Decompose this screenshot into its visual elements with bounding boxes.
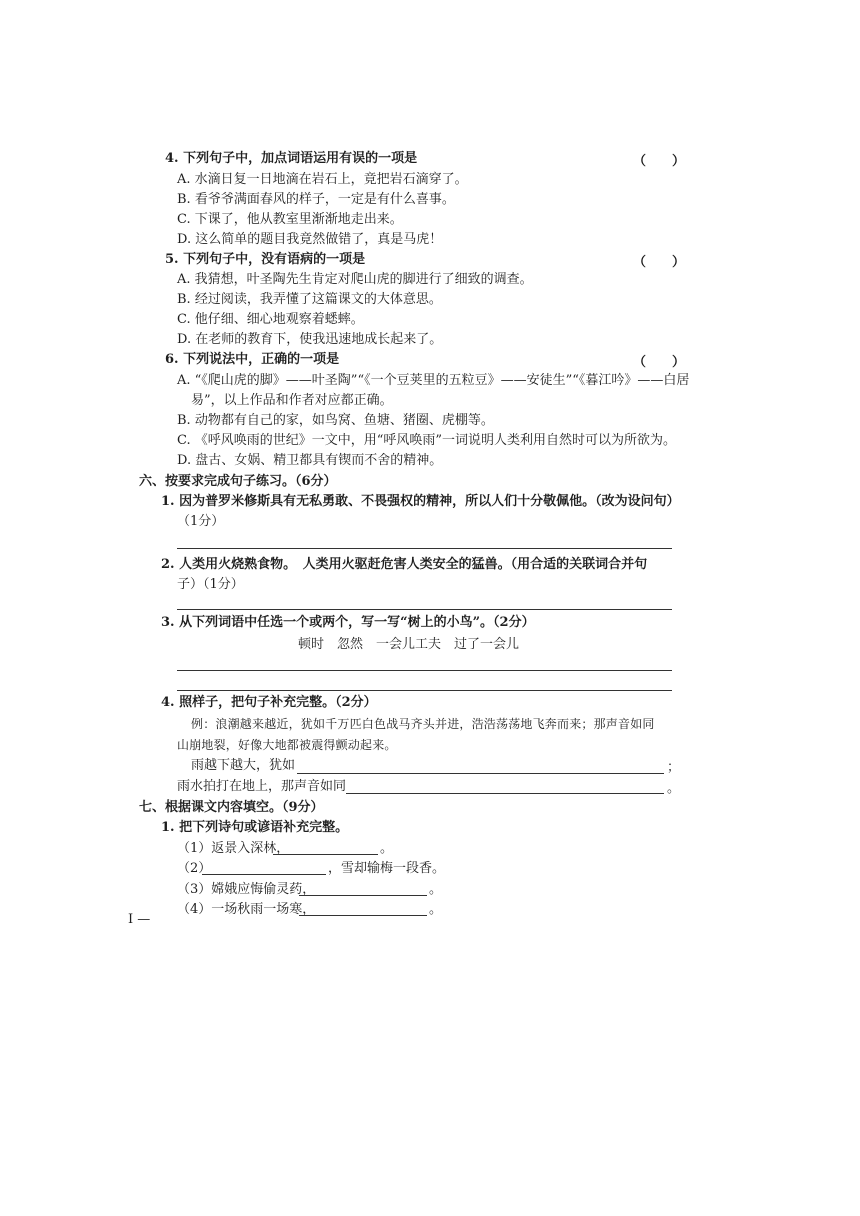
s6-item4-prompt2: 雨水拍打在地上，那声音如同 xyxy=(177,779,347,794)
s7-fill4-text: （4）一场秋雨一场寒， xyxy=(177,902,316,917)
q5-answer-paren[interactable]: （ ） xyxy=(633,255,686,270)
q6-stem: 6. 下列说法中，正确的一项是 xyxy=(165,352,340,367)
q5-option-d: D. 在老师的教育下，使我迅速地成长起来了。 xyxy=(177,332,443,347)
s6-item4-blank1[interactable] xyxy=(297,773,664,774)
s7-fill1-blank[interactable] xyxy=(273,854,378,855)
s7-fill2-blank[interactable] xyxy=(202,874,326,875)
section7-title: 七、根据课文内容填空。（9分） xyxy=(139,800,324,815)
s6-item4-example-line2: 山崩地裂，好像大地都被震得颤动起来。 xyxy=(177,738,397,752)
q5-option-b: B. 经过阅读，我弄懂了这篇课文的大体意思。 xyxy=(177,292,442,307)
s6-item4-prompt2-end: 。 xyxy=(667,781,681,796)
s6-item4-prompt1: 雨越下越大，犹如 xyxy=(191,758,296,773)
s7-fill3-blank[interactable] xyxy=(299,895,427,896)
q6-option-c: C. 《呼风唤雨的世纪》一文中，用“呼风唤雨”一词说明人类利用自然时可以为所欲为。 xyxy=(177,433,677,448)
s6-item4-line1: 4. 照样子，把句子补充完整。（2分） xyxy=(161,695,377,710)
q6-answer-paren[interactable]: （ ） xyxy=(633,355,686,370)
s6-item4-blank2[interactable] xyxy=(346,793,664,794)
s7-fill1-text: （1）返景入深林， xyxy=(177,841,290,856)
s6-item2-line2: 子）（1分） xyxy=(177,577,244,592)
q4-option-a: A. 水滴日复一日地滴在岩石上，竟把岩石滴穿了。 xyxy=(177,172,468,187)
section6-title: 六、按要求完成句子练习。（6分） xyxy=(139,474,337,489)
q5-option-c: C. 他仔细、细心地观察着蟋蟀。 xyxy=(177,312,364,327)
s6-item4-prompt1-end: ； xyxy=(667,760,681,775)
q4-stem: 4. 下列句子中，加点词语运用有误的一项是 xyxy=(165,151,418,166)
q5-stem: 5. 下列句子中，没有语病的一项是 xyxy=(165,252,366,267)
q4-option-b: B. 看爷爷满面春风的样子，一定是有什么喜事。 xyxy=(177,192,455,207)
q6-option-a-line2: 易”，以上作品和作者对应都正确。 xyxy=(191,393,393,408)
s7-item1: 1. 把下列诗句或谚语补充完整。 xyxy=(161,820,349,835)
q6-option-d: D. 盘古、女娲、精卫都具有锲而不舍的精神。 xyxy=(177,453,443,468)
s7-fill4-blank[interactable] xyxy=(299,915,427,916)
q4-option-d: D. 这么简单的题目我竟然做错了，真是马虎！ xyxy=(177,232,443,247)
s6-item1-line2: （1分） xyxy=(177,514,225,529)
s6-item1-answer-line[interactable] xyxy=(177,548,672,549)
s6-item3-word-list: 顿时 忽然 一会儿工夫 过了一会儿 xyxy=(298,637,520,652)
s7-fill4-period: 。 xyxy=(429,902,443,917)
s6-item2-answer-line[interactable] xyxy=(177,609,672,610)
s7-fill3-text: （3）嫦娥应悔偷灵药， xyxy=(177,882,316,897)
s6-item2-line1: 2. 人类用火烧熟食物。 人类用火驱赶危害人类安全的猛兽。（用合适的关联词合并句 xyxy=(161,557,648,572)
q6-option-b: B. 动物都有自己的家，如鸟窝、鱼塘、猪圈、虎棚等。 xyxy=(177,413,494,428)
s7-fill1-period: 。 xyxy=(380,841,394,856)
s7-fill2-text-start: （2） xyxy=(177,861,212,876)
s6-item3-answer-line2[interactable] xyxy=(177,690,672,691)
s6-item3-answer-line1[interactable] xyxy=(177,670,672,671)
s6-item3-line1: 3. 从下列词语中任选一个或两个，写一写“树上的小鸟”。（2分） xyxy=(161,615,535,630)
page-number-mark: I — xyxy=(128,912,151,927)
q4-option-c: C. 下课了，他从教室里渐渐地走出来。 xyxy=(177,212,403,227)
q6-option-a-line1: A. “《爬山虎的脚》——叶圣陶”“《一个豆荚里的五粒豆》——安徒生”“《暮江吟》——白居 xyxy=(177,373,690,388)
s7-fill2-text-end: ，雪却输梅一段香。 xyxy=(328,861,446,876)
s6-item1-line1: 1. 因为普罗米修斯具有无私勇敢、不畏强权的精神，所以人们十分敬佩他。（改为设问句） xyxy=(161,494,680,509)
s6-item4-example-line1: 例：浪潮越来越近，犹如千万匹白色战马齐头并进，浩浩荡荡地飞奔而来；那声音如同 xyxy=(191,717,655,731)
s7-fill3-period: 。 xyxy=(429,882,443,897)
q4-answer-paren[interactable]: （ ） xyxy=(633,154,686,169)
q5-option-a: A. 我猜想，叶圣陶先生肯定对爬山虎的脚进行了细致的调查。 xyxy=(177,272,533,287)
